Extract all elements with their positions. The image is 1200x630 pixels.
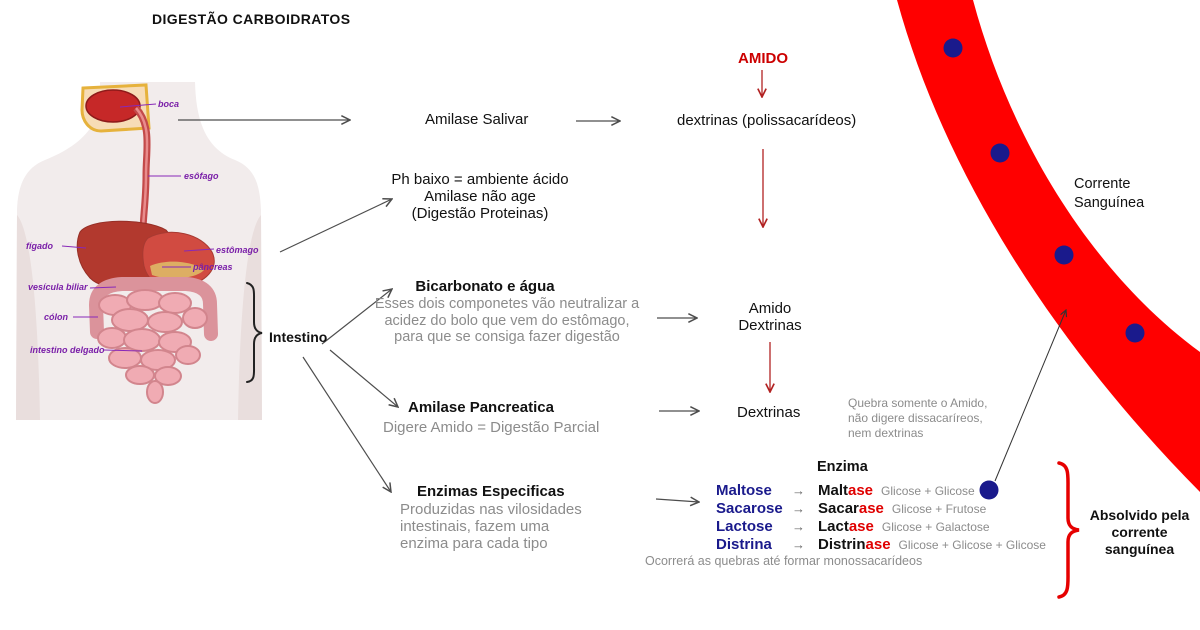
bicarbonato-title: Bicarbonato e água (415, 278, 555, 295)
enzimas-especificas-title: Enzimas Especificas (417, 483, 565, 500)
ph-note-line: Amilase não age (424, 188, 536, 205)
enzyme-suffix: ase (865, 536, 891, 553)
absolvido-line: sanguínea (1104, 541, 1175, 557)
substrate-label: Lactose (716, 518, 773, 535)
anatomy-label-vesicula-biliar: vesícula biliar (28, 282, 88, 292)
amido-dextrinas-line: Amido (748, 300, 792, 317)
blood-cell-dot (991, 144, 1010, 163)
enzyme-prefix: Distrin (818, 536, 866, 553)
dextrinas-label: Dextrinas (737, 404, 801, 421)
enzimas-line: Produzidas nas vilosidades (400, 501, 582, 518)
anatomy-label-boca: boca (158, 99, 180, 109)
row-arrow-icon: → (792, 537, 805, 552)
enzyme-suffix: ase (848, 518, 874, 535)
enzyme-name (818, 518, 874, 535)
ph-note-block (375, 171, 585, 222)
row-arrow-icon: → (792, 501, 805, 516)
substrate-label: Distrina (716, 536, 772, 553)
substrate-label: Maltose (716, 482, 772, 499)
enzima-header: Enzima (817, 459, 868, 475)
enzyme-name (818, 536, 891, 553)
enzyme-row-maltose (716, 482, 975, 500)
products-label: Glicose + Frutose (891, 502, 987, 516)
amilase-pancreatica-subtitle: Digere Amido = Digestão Parcial (383, 419, 600, 436)
anatomy-label-pancreas: pâncreas (193, 262, 233, 272)
intestino-label: Intestino (269, 329, 328, 345)
enzyme-prefix: Lact (818, 518, 849, 535)
enzimas-line: enzima para cada tipo (400, 535, 548, 552)
quebra-note-line: não digere dissacaríreos, (848, 411, 983, 425)
products-label: Glicose + Galactose (881, 520, 990, 534)
table-footnote: Ocorrerá as quebras até formar monossacarídeos (645, 554, 923, 568)
row-arrow-icon: → (792, 483, 805, 498)
absolvido-line: corrente (1111, 524, 1168, 540)
substrate-label: Sacarose (716, 500, 783, 517)
enzyme-prefix: Malt (818, 482, 848, 499)
arrow-intestino-pancreatica (330, 350, 398, 407)
bicarbonato-description (352, 296, 662, 346)
page-title: DIGESTÃO CARBOIDRATOS (152, 11, 351, 27)
amido-label: AMIDO (738, 50, 788, 67)
absolvido-label (1082, 507, 1197, 558)
corrente-sanguinea-label (1074, 175, 1144, 213)
corrente-line: Corrente (1074, 176, 1131, 192)
blood-cell-dot (944, 39, 963, 58)
bicarbonato-line: para que se consiga fazer digestão (394, 329, 620, 345)
enzyme-prefix: Sacar (818, 500, 859, 517)
anatomy-label-estomago: estômago (216, 245, 259, 255)
enzyme-suffix: ase (858, 500, 884, 517)
anatomy-label-colon: cólon (44, 312, 68, 322)
quebra-note-line: Quebra somente o Amido, (848, 396, 988, 410)
enzyme-row-distrina (716, 536, 1046, 554)
anatomy-label-intestino-delgado: intestino delgado (30, 345, 105, 355)
enzyme-name (818, 482, 873, 499)
dextrinas-polissacarideos-label: dextrinas (polissacarídeos) (677, 112, 857, 129)
absorbed-brace (1059, 463, 1079, 597)
enzimas-line: intestinais, fazem uma (400, 518, 550, 535)
enzyme-suffix: ase (848, 482, 874, 499)
enzyme-row-lactose (716, 518, 990, 536)
anatomy-label-esofago: esôfago (184, 171, 219, 181)
row-arrow-icon: → (792, 519, 805, 534)
enzyme-row-sacarose (716, 500, 986, 518)
blood-cell-dot (1055, 246, 1074, 265)
enzimas-especificas-description (400, 501, 582, 552)
absolvido-line: Absolvido pela (1089, 507, 1190, 523)
arrow-intestino-enzimas (303, 357, 391, 492)
products-label: Glicose + Glicose + Glicose (898, 538, 1046, 552)
arrow-to-maltose-list (656, 499, 699, 502)
absorption-line-arrow (995, 310, 1066, 481)
amido-dextrinas-line: Dextrinas (738, 317, 802, 334)
quebra-note-line: nem dextrinas (848, 426, 924, 440)
enzyme-name (818, 500, 884, 517)
blood-cell-dot (1126, 324, 1145, 343)
bicarbonato-line: Esses dois componetes vão neutralizar a (374, 296, 640, 312)
ph-note-line: (Digestão Proteinas) (411, 205, 549, 222)
amilase-salivar-label: Amilase Salivar (425, 111, 529, 128)
quebra-note (848, 396, 987, 441)
bicarbonato-line: acidez do bolo que vem do estômago, (384, 312, 630, 329)
corrente-line: Sanguínea (1074, 195, 1145, 211)
amilase-pancreatica-title: Amilase Pancreatica (408, 399, 554, 416)
amido-dextrinas-block (720, 300, 820, 334)
products-label: Glicose + Glicose (881, 484, 975, 498)
ph-note-line: Ph baixo = ambiente ácido (391, 171, 569, 188)
glucose-dot (980, 481, 999, 500)
anatomy-label-figado: fígado (26, 241, 53, 251)
